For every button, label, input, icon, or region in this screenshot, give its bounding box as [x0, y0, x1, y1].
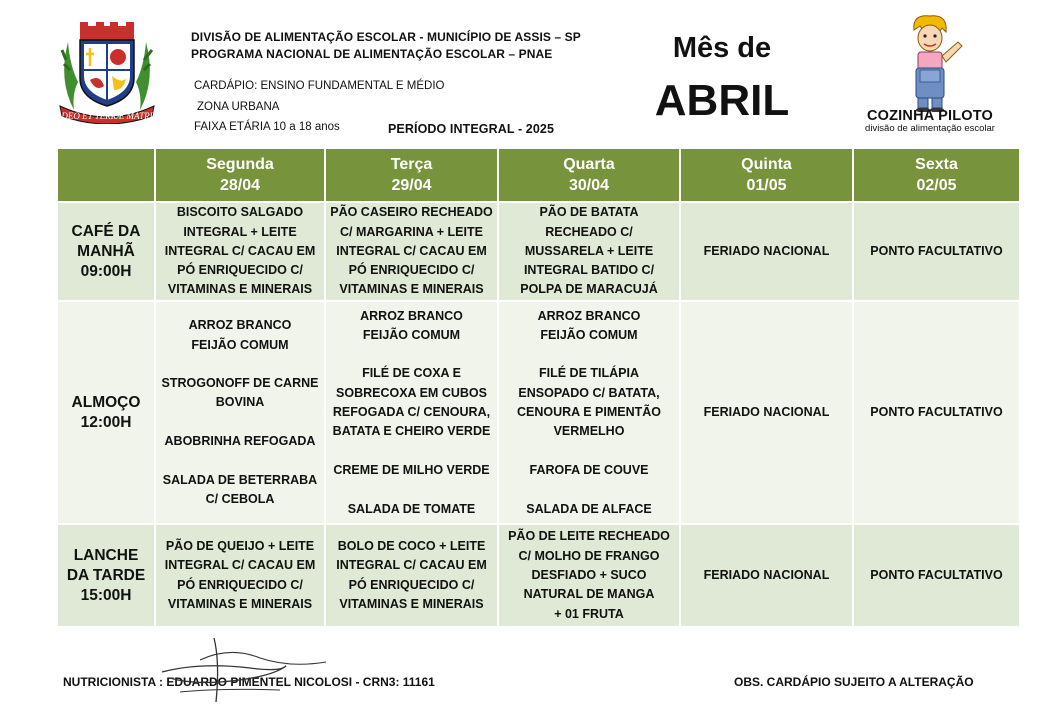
header-age-range: FAIXA ETÁRIA 10 a 18 anos: [194, 121, 340, 133]
menu-cell: ARROZ BRANCO FEIJÃO COMUM FILÉ DE COXA E SOBRECOXA EM CUBOS REFOGADA C/ CENOURA, BATATA E CHEIRO VERDE CREME DE MILHO VERDE SALADA DE TOMATE: [325, 301, 498, 524]
header-zone: ZONA URBANA: [197, 101, 280, 113]
nutritionist-signature: [160, 632, 330, 704]
header-period: PERÍODO INTEGRAL - 2025: [388, 122, 554, 136]
menu-cell: PONTO FACULTATIVO: [853, 524, 1020, 627]
menu-cell: PONTO FACULTATIVO: [853, 202, 1020, 301]
menu-cell: BISCOITO SALGADO INTEGRAL + LEITE INTEGRAL C/ CACAU EM PÓ ENRIQUECIDO C/ VITAMINAS E MINERAIS: [155, 202, 325, 301]
brand-subtitle: divisão de alimentação escolar: [865, 123, 995, 134]
menu-cell: PÃO DE LEITE RECHEADO C/ MOLHO DE FRANGO DESFIADO + SUCO NATURAL DE MANGA + 01 FRUTA: [498, 524, 680, 627]
menu-cell: FERIADO NACIONAL: [680, 202, 853, 301]
weekly-menu-table: [56, 147, 1021, 628]
header-corner-cell: [57, 148, 155, 202]
day-header: [498, 148, 680, 202]
day-name: Quarta: [563, 156, 615, 173]
menu-cell: PÃO CASEIRO RECHEADO C/ MARGARINA + LEITE INTEGRAL C/ CACAU EM PÓ ENRIQUECIDO C/ VITAMINAS E MINERAIS: [325, 202, 498, 301]
day-name: Sexta: [915, 156, 958, 173]
day-date: 30/04: [568, 177, 610, 194]
menu-cell: FERIADO NACIONAL: [680, 301, 853, 524]
day-date: 28/04: [219, 177, 261, 194]
day-header: [325, 148, 498, 202]
menu-change-note: OBS. CARDÁPIO SUJEITO A ALTERAÇÃO: [734, 675, 974, 689]
cozinha-piloto-brand: [864, 108, 996, 134]
day-name: Terça: [390, 156, 433, 173]
day-header: [853, 148, 1020, 202]
day-date: 01/05: [746, 177, 787, 194]
menu-cell: ARROZ BRANCO FEIJÃO COMUM FILÉ DE TILÁPIA ENSOPADO C/ BATATA, CENOURA E PIMENTÃO VERMELHO FAROFA DE COUVE SALADA DE ALFACE: [498, 301, 680, 524]
afternoon-snack-row: [57, 524, 1020, 627]
breakfast-row: [57, 202, 1020, 301]
month-label: Mês de: [672, 32, 772, 64]
municipal-coat-of-arms: [54, 20, 160, 124]
brand-name: COZINHA PILOTO: [866, 108, 994, 124]
meal-name: CAFÉ DA MANHÃ 09:00H: [57, 202, 155, 301]
nutritionist-credit: NUTRICIONISTA : EDUARDO PIMENTEL NICOLOSI - CRN3: 11161: [63, 675, 435, 689]
header-menu-type: CARDÁPIO: ENSINO FUNDAMENTAL E MÉDIO: [194, 80, 445, 92]
meal-name: LANCHE DA TARDE 15:00H: [57, 524, 155, 627]
svg-text:DEO ET TERRÆ MATRI: DEO ET TERRÆ MATRI: [61, 111, 153, 121]
menu-cell: BOLO DE COCO + LEITE INTEGRAL C/ CACAU EM PÓ ENRIQUECIDO C/ VITAMINAS E MINERAIS: [325, 524, 498, 627]
day-header: [155, 148, 325, 202]
month-name: ABRIL: [654, 76, 790, 125]
table-header-row: [57, 148, 1020, 202]
day-name: Quinta: [741, 156, 792, 173]
day-header: [680, 148, 853, 202]
day-name: Segunda: [206, 156, 274, 173]
menu-cell: FERIADO NACIONAL: [680, 524, 853, 627]
menu-cell: PONTO FACULTATIVO: [853, 301, 1020, 524]
menu-cell: PÃO DE QUEIJO + LEITE INTEGRAL C/ CACAU EM PÓ ENRIQUECIDO C/ VITAMINAS E MINERAIS: [155, 524, 325, 627]
lunch-row: [57, 301, 1020, 524]
meal-name: ALMOÇO 12:00H: [57, 301, 155, 524]
cozinha-piloto-mascot-logo: [896, 12, 966, 112]
day-date: 29/04: [391, 177, 432, 194]
header-division-title: DIVISÃO DE ALIMENTAÇÃO ESCOLAR - MUNICÍPIO DE ASSIS – SP: [191, 30, 581, 44]
menu-cell: PÃO DE BATATA RECHEADO C/ MUSSARELA + LEITE INTEGRAL BATIDO C/ POLPA DE MARACUJÁ: [498, 202, 680, 301]
day-date: 02/05: [916, 177, 957, 194]
header-program-title: PROGRAMA NACIONAL DE ALIMENTAÇÃO ESCOLAR – PNAE: [191, 47, 553, 61]
menu-cell: ARROZ BRANCO FEIJÃO COMUM STROGONOFF DE CARNE BOVINA ABOBRINHA REFOGADA SALADA DE BETERRABA C/ CEBOLA: [155, 301, 325, 524]
